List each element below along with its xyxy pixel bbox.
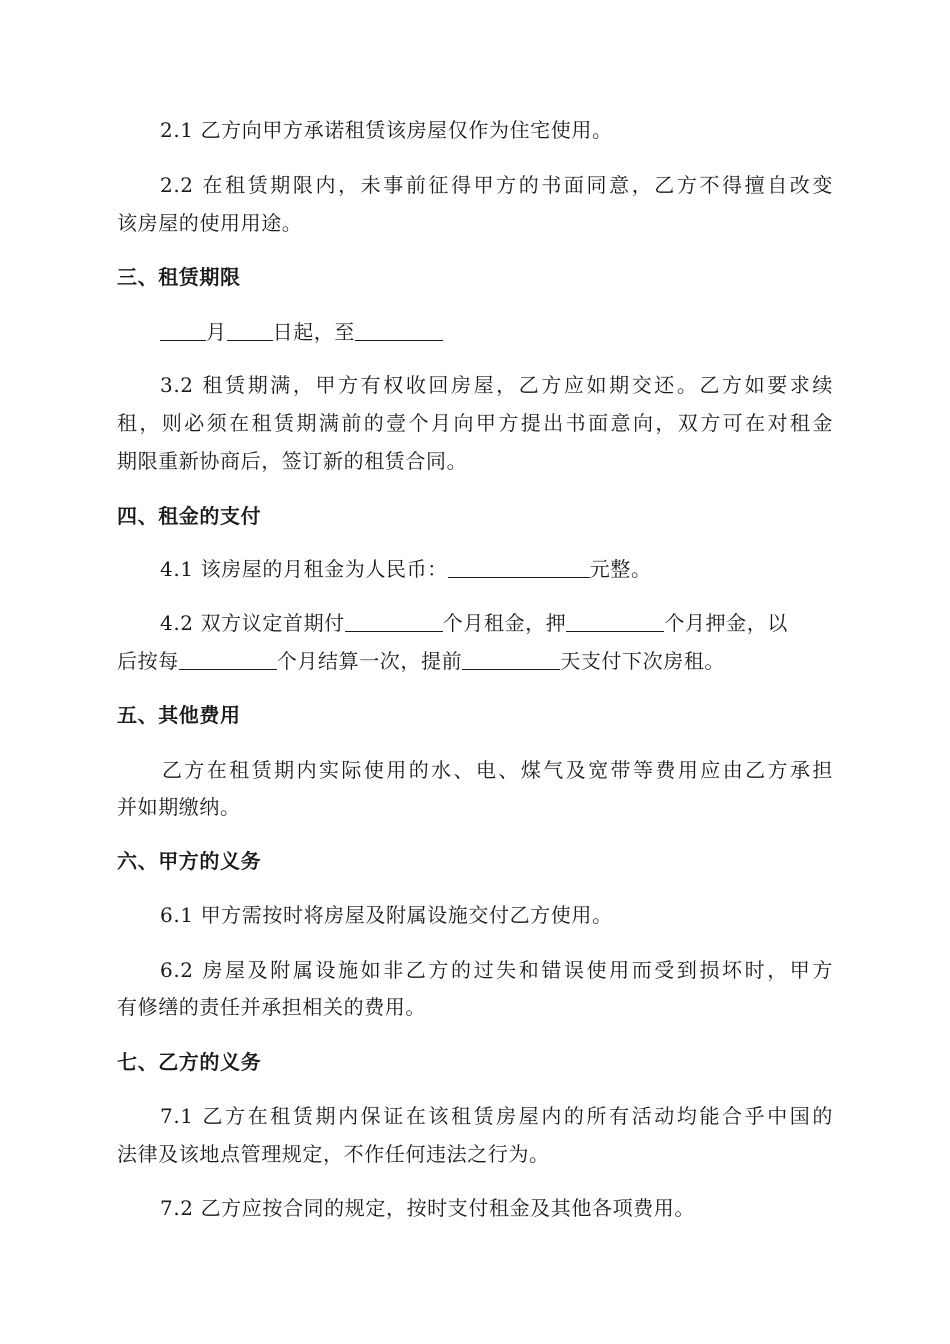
label-month: 月: [206, 320, 227, 344]
blank-month[interactable]: [160, 322, 206, 341]
blank-day[interactable]: [227, 322, 273, 341]
clause-2-2-line-2: 该房屋的使用用途。: [117, 211, 303, 235]
clause-3-2-line-1: 3.2 租赁期满，甲方有权收回房屋，乙方应如期交还。乙方如要求续: [160, 373, 833, 397]
label-yuan: 元整。: [589, 557, 652, 581]
clause-7-2: 7.2 乙方应按合同的规定，按时支付租金及其他各项费用。: [160, 1196, 695, 1220]
clause-3-2-line-3: 期限重新协商后，签订新的租赁合同。: [117, 449, 468, 473]
blank-end-date[interactable]: [355, 322, 443, 341]
section-4-heading: 四、租金的支付: [117, 504, 262, 528]
label-first-payment: 4.2 双方议定首期付: [160, 611, 345, 635]
label-from-to: 日起，至: [272, 320, 356, 344]
label-pay-next: 天支付下次房租。: [560, 649, 726, 673]
blank-advance-days[interactable]: [462, 651, 560, 670]
section-3-heading: 三、租赁期限: [117, 265, 241, 289]
clause-3-2-line-2: 租，则必须在租赁期满前的壹个月向甲方提出书面意向，双方可在对租金: [117, 411, 833, 435]
clause-4-1: [160, 559, 833, 579]
blank-rent-amount[interactable]: [448, 559, 590, 578]
section-5-heading: 五、其他费用: [117, 703, 241, 727]
section-7-heading: 七、乙方的义务: [117, 1050, 262, 1074]
clause-5-line-1: 乙方在租赁期内实际使用的水、电、煤气及宽带等费用应由乙方承担: [162, 758, 833, 782]
clause-7-1-line-1: 7.1 乙方在租赁期内保证在该租赁房屋内的所有活动均能合乎中国的: [160, 1104, 833, 1128]
clause-2-2-line-1: 2.2 在租赁期限内，未事前征得甲方的书面同意，乙方不得擅自改变: [160, 173, 833, 197]
blank-settle-months[interactable]: [179, 651, 277, 670]
label-months-rent-deposit: 个月租金，押: [442, 611, 567, 635]
clause-4-2-line-1: [160, 613, 833, 633]
clause-7-1-line-2: 法律及该地点管理规定，不作任何违法之行为。: [117, 1142, 550, 1166]
clause-2-1: 2.1 乙方向甲方承诺租赁该房屋仅作为住宅使用。: [160, 118, 613, 142]
clause-6-2-line-2: 有修缮的责任并承担相关的费用。: [117, 995, 426, 1019]
label-monthly-rent: 4.1 该房屋的月租金为人民币：: [160, 557, 448, 581]
label-settle: 个月结算一次，提前: [276, 649, 463, 673]
clause-5-line-2: 并如期缴纳。: [117, 795, 241, 819]
blank-first-months[interactable]: [345, 613, 443, 632]
clause-3-1: [160, 322, 833, 342]
clause-4-2-line-2: [117, 651, 833, 671]
clause-6-2-line-1: 6.2 房屋及附属设施如非乙方的过失和错误使用而受到损坏时，甲方: [160, 958, 833, 982]
label-every: 后按每: [117, 649, 179, 673]
section-6-heading: 六、甲方的义务: [117, 849, 262, 873]
blank-deposit-months[interactable]: [566, 613, 664, 632]
clause-6-1: 6.1 甲方需按时将房屋及附属设施交付乙方使用。: [160, 903, 613, 927]
label-months-deposit: 个月押金，以: [664, 611, 788, 635]
